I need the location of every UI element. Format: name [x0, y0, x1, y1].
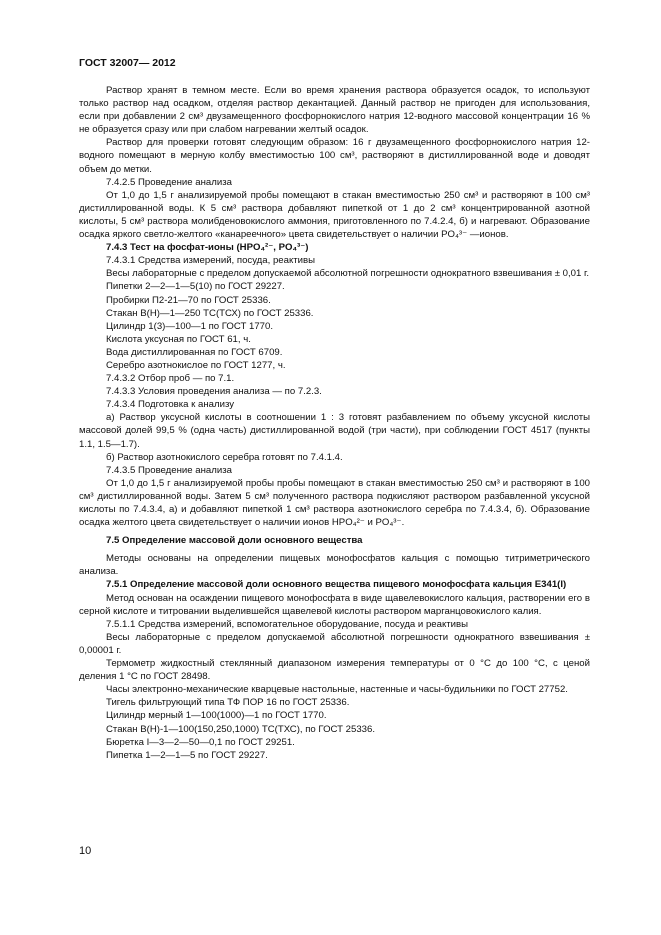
section-line-16: 7.4.3.4 Подготовка к анализу: [106, 399, 235, 411]
paragraph-26: Весы лабораторные с пределом допускаемой абсолютной погрешности однократного взвешивания ± 0,00001 г.: [79, 631, 590, 656]
section-line-33: Пипетка 1—2—1—5 по ГОСТ 29227.: [106, 749, 268, 761]
section-line-10: Цилиндр 1(3)—100—1 по ГОСТ 1770.: [106, 320, 274, 332]
section-line-30: Цилиндр мерный 1—100(1000)—1 по ГОСТ 1770.: [106, 710, 327, 722]
section-line-13: Серебро азотнокислое по ГОСТ 1277, ч.: [106, 359, 286, 371]
section-line-25: 7.5.1.1 Средства измерений, вспомогательное оборудование, посуда и реактивы: [106, 618, 469, 630]
section-line-23: 7.5.1 Определение массовой доли основного вещества пищевого монофосфата кальция Е341(I): [106, 579, 567, 591]
paragraph-28: Часы электронно-механические кварцевые настольные, настенные и часы-будильники по ГОСТ 27752.: [106, 684, 568, 696]
section-line-32: Бюретка I—3—2—50—0,1 по ГОСТ 29251.: [106, 736, 295, 748]
paragraph-1: Раствор для проверки готовят следующим образом: 16 г двузамещенного фосфорнокислого натрия 12-водного помещают в мерную колбу вместимостью 100 см³, растворяют в дистиллированной воде и доводят объем до метки.: [79, 137, 590, 175]
section-line-29: Тигель фильтрующий типа ТФ ПОР 16 по ГОСТ 25336.: [106, 697, 350, 709]
section-line-11: Кислота уксусная по ГОСТ 61, ч.: [106, 333, 251, 345]
section-line-21: 7.5 Определение массовой доли основного вещества: [106, 535, 363, 547]
section-line-15: 7.4.3.3 Условия проведения анализа — по 7.2.3.: [106, 386, 322, 398]
section-line-31: Стакан В(Н)-1—100(150,250,1000) ТС(ТХС), по ГОСТ 25336.: [106, 723, 376, 735]
section-line-5: 7.4.3.1 Средства измерений, посуда, реактивы: [106, 255, 316, 267]
section-line-19: 7.4.3.5 Проведение анализа: [106, 464, 232, 476]
paragraph-20: От 1,0 до 1,5 г анализируемой пробы пробы помещают в стакан вместимостью 250 см³ и растворяют в 100 см³ дистиллированной воды. Затем 5 см³ полученного раствора подкисляют раствором разбавленной уксусной кислоты по 7.4.3.4, а) и добавляют пипеткой 1 см³ раствора азотнокислого серебра по 7.4.3.4, б). Образование осадка желтого цвета свидетельствует о наличии ионов HPO₄²⁻ и PO₄³⁻.: [79, 477, 590, 529]
paragraph-6: Весы лабораторные с пределом допускаемой абсолютной погрешности однократного взвешивания ± 0,01 г.: [106, 268, 589, 280]
section-line-12: Вода дистиллированная по ГОСТ 6709.: [106, 346, 283, 358]
section-line-7: Пипетки 2—2—1—5(10) по ГОСТ 29227.: [106, 281, 285, 293]
paragraph-27: Термометр жидкостный стеклянный диапазоном измерения температуры от 0 °С до 100 °С, с ценой деления 1 °С по ГОСТ 28498.: [79, 658, 590, 683]
document-body: [79, 84, 590, 762]
section-line-18: б) Раствор азотнокислого серебра готовят по 7.4.1.4.: [106, 451, 343, 463]
section-line-4: 7.4.3 Тест на фосфат-ионы (HPO₄²⁻, PO₄³⁻): [106, 242, 309, 254]
section-line-8: Пробирки П2-21—70 по ГОСТ 25336.: [106, 294, 271, 306]
paragraph-3: От 1,0 до 1,5 г анализируемой пробы помещают в стакан вместимостью 250 см³ и растворяют в 100 см³ дистиллированной воды. К 5 см³ раствора добавляют пипеткой от 1 до 2 см³ концентрированной азотной кислоты, 5 см³ раствора молибденовокислого аммония, приготовленного по 7.4.2.4, б) и нагревают. Образование осадка яркого светло-желтого «канареечного» цвета свидетельствует о наличии PO₄³⁻ —ионов.: [79, 189, 590, 241]
paragraph-24: Метод основан на осаждении пищевого монофосфата в виде щавелевокислого кальция, растворении его в серной кислоте и титровании выделившейся щавелевой кислоты раствором марганцовокислого калия.: [79, 592, 590, 617]
paragraph-22: Методы основаны на определении пищевых монофосфатов кальция с помощью титриметрического анализа.: [79, 553, 590, 578]
section-line-2: 7.4.2.5 Проведение анализа: [106, 176, 232, 188]
section-line-9: Стакан В(Н)—1—250 ТС(ТСХ) по ГОСТ 25336.: [106, 307, 314, 319]
running-header: ГОСТ 32007— 2012: [79, 57, 176, 69]
section-line-14: 7.4.3.2 Отбор проб — по 7.1.: [106, 373, 235, 385]
page-number: 10: [79, 845, 92, 857]
paragraph-0: Раствор хранят в темном месте. Если во время хранения раствора образуется осадок, то используют только раствор над осадком, отделяя раствор декантацией. Данный раствор не пригоден для использования, если при добавлении 2 см³ двузамещенного фосфорнокислого натрия 12-водного массовой концентрации 16 % не образуется сразу или при слабом нагревании желтый осадок.: [79, 85, 590, 136]
paragraph-17: а) Раствор уксусной кислоты в соотношении 1 : 3 готовят разбавлением по объему уксусной кислоты массовой долей 99,5 % (одна часть) дистиллированной водой (три части), при соблюдении ГОСТ 4517 (пункты 1.1, 1.5—1.7).: [79, 412, 590, 450]
